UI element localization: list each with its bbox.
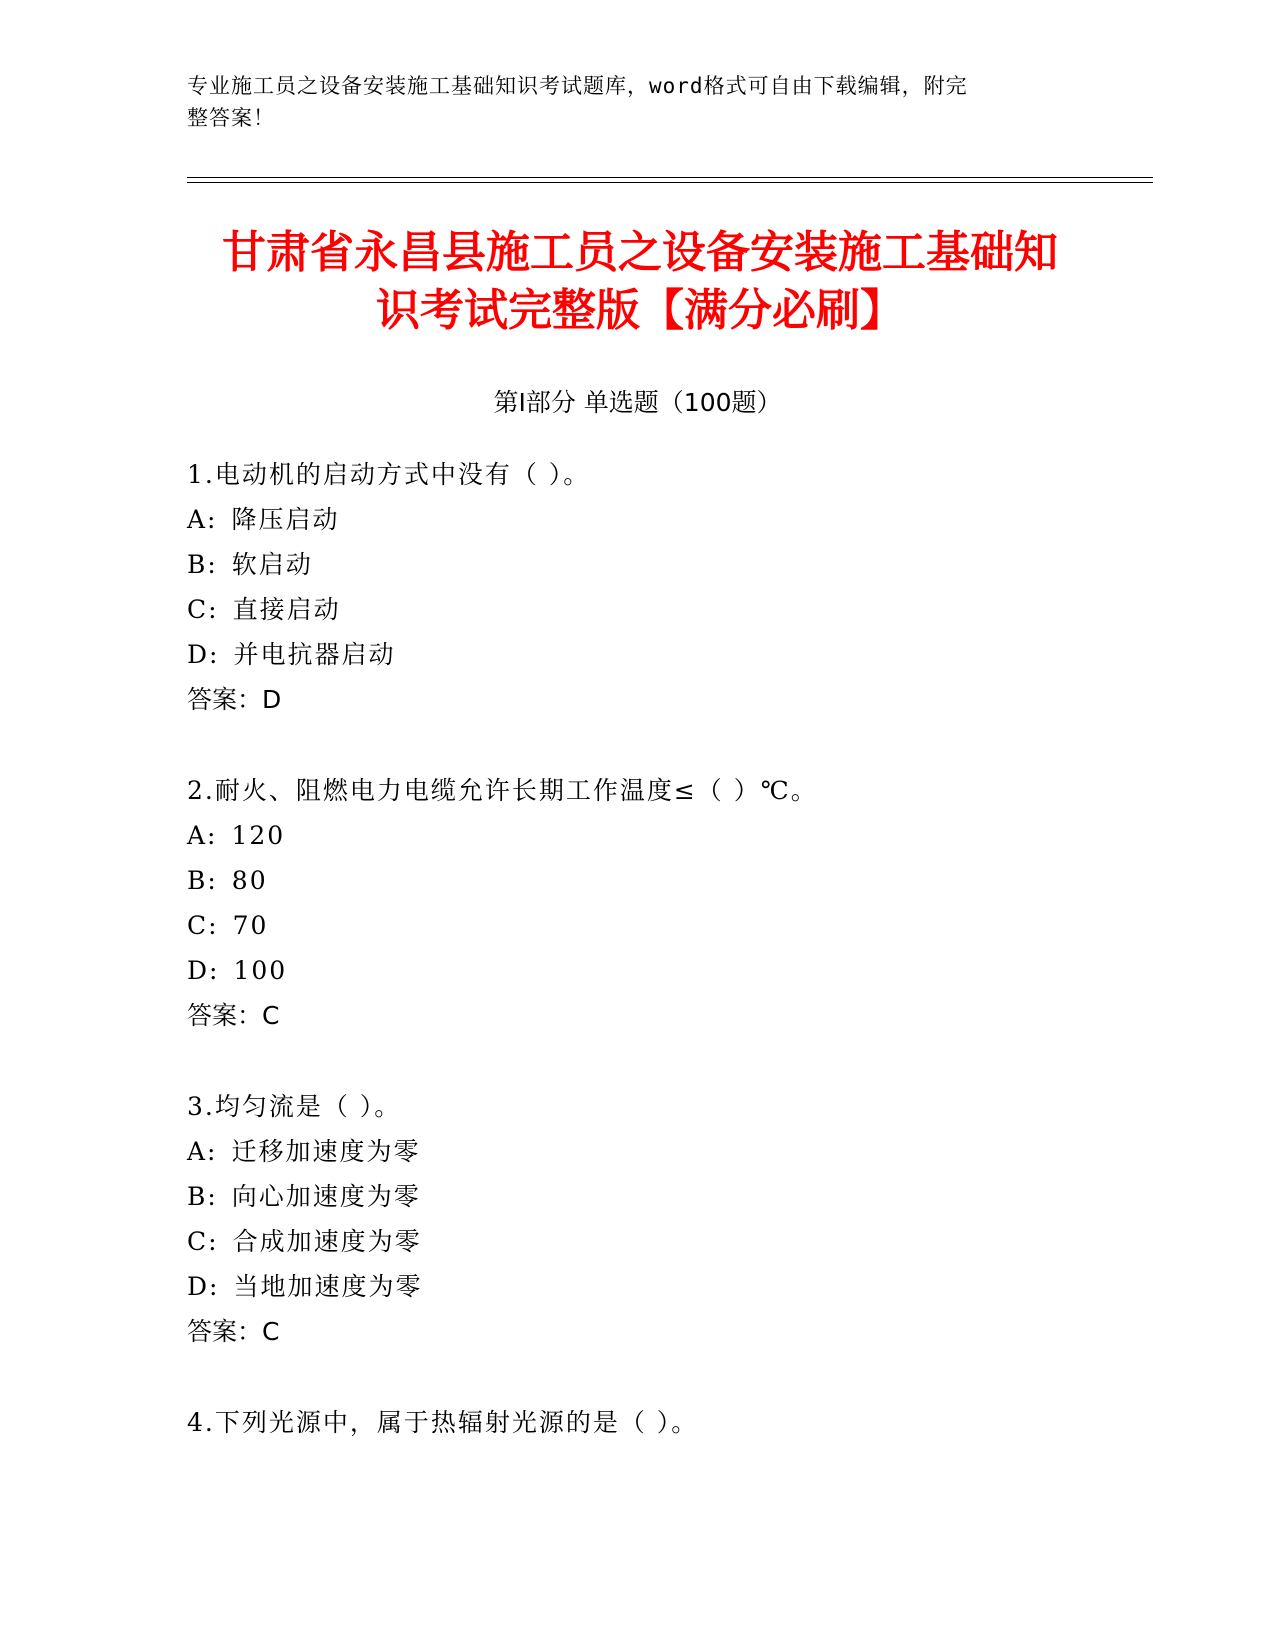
option-a (187, 813, 1107, 858)
option-text: 直接启动 (232, 595, 341, 624)
option-text: 70 (232, 911, 269, 940)
header-divider-thick (187, 182, 1153, 183)
option-letter: C: (187, 1227, 219, 1256)
answer-line: 答案：C (187, 1317, 280, 1346)
answer-line: 答案：C (187, 1001, 280, 1030)
question-2 (187, 768, 1107, 1038)
header-line-2: 整答案！ (187, 106, 275, 130)
option-c (187, 903, 1107, 948)
header-divider-thin (187, 177, 1153, 178)
document-title (190, 224, 1090, 340)
title-line-1: 甘肃省永昌县施工员之设备安装施工基础知 (222, 227, 1058, 278)
question-3 (187, 1084, 1107, 1354)
option-letter: B: (187, 550, 218, 579)
option-text: 降压启动 (231, 505, 340, 534)
option-text: 120 (231, 821, 286, 850)
option-text: 80 (231, 866, 268, 895)
option-c (187, 587, 1107, 632)
option-b (187, 542, 1107, 587)
question-stem: 4.下列光源中，属于热辐射光源的是（ ）。 (187, 1408, 699, 1437)
option-c (187, 1219, 1107, 1264)
question-1 (187, 452, 1107, 722)
section-heading: 第Ⅰ部分 单选题（100题） (493, 388, 782, 417)
option-text: 并电抗器启动 (233, 640, 396, 669)
option-text: 当地加速度为零 (233, 1272, 423, 1301)
option-d (187, 632, 1107, 677)
title-line-2: 识考试完整版【满分必刷】 (376, 285, 904, 336)
answer-line: 答案：D (187, 685, 282, 714)
option-text: 软启动 (231, 550, 313, 579)
page-header (187, 70, 1067, 134)
option-letter: A: (187, 1137, 218, 1166)
option-letter: B: (187, 866, 218, 895)
question-4 (187, 1400, 1107, 1445)
option-letter: A: (187, 821, 218, 850)
option-b (187, 858, 1107, 903)
option-text: 合成加速度为零 (232, 1227, 422, 1256)
option-d (187, 1264, 1107, 1309)
option-letter: D: (187, 1272, 220, 1301)
option-letter: C: (187, 595, 219, 624)
option-letter: D: (187, 956, 220, 985)
header-line-1: 专业施工员之设备安装施工基础知识考试题库，word格式可自由下载编辑，附完 (187, 74, 968, 98)
question-stem: 1.电动机的启动方式中没有（ ）。 (187, 460, 591, 489)
option-letter: C: (187, 911, 219, 940)
option-a (187, 1129, 1107, 1174)
option-text: 100 (233, 956, 288, 985)
option-letter: B: (187, 1182, 218, 1211)
option-b (187, 1174, 1107, 1219)
option-a (187, 497, 1107, 542)
option-d (187, 948, 1107, 993)
question-stem: 2.耐火、阻燃电力电缆允许长期工作温度≤（ ）℃。 (187, 776, 818, 805)
option-text: 向心加速度为零 (231, 1182, 421, 1211)
option-letter: A: (187, 505, 218, 534)
option-letter: D: (187, 640, 220, 669)
option-text: 迁移加速度为零 (231, 1137, 421, 1166)
question-stem: 3.均匀流是（ ）。 (187, 1092, 402, 1121)
